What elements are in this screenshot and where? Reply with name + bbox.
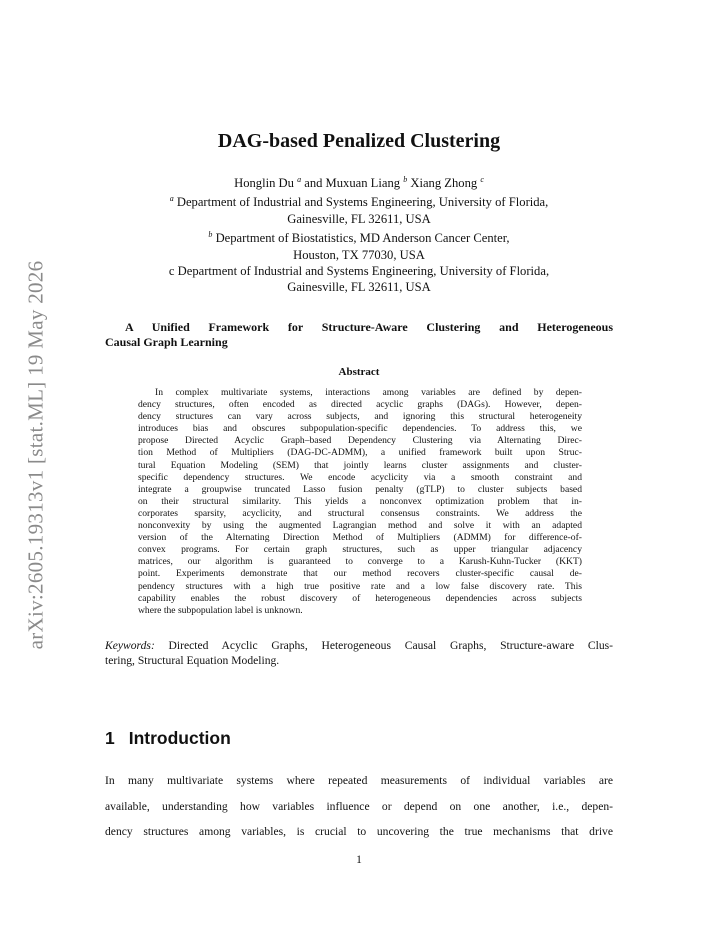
affiliation-mark: a bbox=[169, 194, 174, 204]
abstract-line: tural Equation Modeling (SEM) that jointly learns cluster assignments and cluster- bbox=[138, 459, 582, 471]
page-number: 1 bbox=[356, 854, 362, 866]
abstract-line: integrate a groupwise truncated Lasso fusion penalty (gTLP) to cluster subjects based bbox=[138, 483, 582, 495]
affiliation-mark: b bbox=[208, 230, 213, 240]
subtitle-line: A Unified Framework for Structure-Aware Clustering and Heterogeneous bbox=[125, 320, 613, 334]
abstract-body bbox=[138, 387, 582, 617]
paper-page bbox=[105, 0, 613, 932]
abstract-line: pendency structures with a high true positive rate and a low false discovery rate. This bbox=[138, 580, 582, 592]
keywords-text: Directed Acyclic Graphs, Heterogeneous Causal Graphs, Structure-aware Clus- bbox=[154, 639, 613, 652]
abstract-line: corporates sparsity, acyclicity, and structural consensus constraints. We address the bbox=[138, 507, 582, 519]
paragraph-line: available, understanding how variables influence or depend on one another, i.e., depen- bbox=[105, 799, 613, 813]
author-affiliation-mark: b bbox=[403, 175, 408, 184]
subtitle-line: Causal Graph Learning bbox=[105, 335, 228, 349]
author-name: Honglin Du bbox=[234, 176, 298, 190]
affiliation-text: Department of Biostatistics, MD Anderson Cancer Center, bbox=[212, 231, 510, 246]
arxiv-identifier-text: arXiv:2605.19313v1 [stat.ML] 19 May 2026 bbox=[23, 260, 48, 650]
abstract-line: version of the Alternating Direction Method of Multipliers (ADMM) for difference-of- bbox=[138, 532, 582, 544]
section-number: 1 bbox=[105, 728, 115, 748]
introduction-paragraph bbox=[105, 768, 613, 845]
author-name: Xiang Zhong bbox=[407, 176, 481, 190]
paper-subtitle bbox=[105, 320, 613, 350]
abstract-line: where the subpopulation label is unknown. bbox=[138, 604, 303, 616]
abstract-line: tion Method of Multipliers (DAG-DC-ADMM), a unified framework built upon Struc- bbox=[138, 447, 582, 459]
abstract-line: In complex multivariate systems, interactions among variables are defined by depen- bbox=[155, 387, 582, 398]
arxiv-identifier-stamp bbox=[18, 250, 54, 660]
abstract-line: matrices, our algorithm is guaranteed to converge to a Karush-Kuhn-Tucker (KKT) bbox=[138, 556, 582, 568]
affiliation-line bbox=[105, 227, 613, 246]
affiliation-text: Department of Industrial and Systems Engineering, University of Florida, bbox=[173, 195, 549, 210]
affiliation-text: Gainesville, FL 32611, USA bbox=[287, 280, 431, 295]
abstract-line: on their structural similarity. This yields a nonconvex optimization problem that in- bbox=[138, 495, 582, 507]
keywords-line bbox=[105, 638, 613, 653]
keywords-label: Keywords: bbox=[105, 639, 155, 652]
affiliation-line bbox=[105, 263, 613, 279]
abstract-line: propose Directed Acyclic Graph–based Dependency Clustering via Alternating Direc- bbox=[138, 435, 582, 447]
author-affiliation-mark: c bbox=[480, 175, 484, 184]
author-name: and Muxuan Liang bbox=[301, 176, 404, 190]
affiliation-line bbox=[105, 247, 613, 263]
abstract-line: specific dependency structures. We encode acyclicity via a smooth constraint and bbox=[138, 471, 582, 483]
paragraph-line: dency structures among variables, is crucial to uncovering the true mechanisms that drive bbox=[105, 825, 613, 838]
abstract-line: introduces bias and obscures subpopulation-specific dependencies. To address this, we bbox=[138, 423, 582, 435]
abstract-line: capability enables the robust discovery of heterogeneous dependencies across subjects bbox=[138, 592, 582, 604]
author-line bbox=[105, 172, 613, 191]
author-affiliation-mark: a bbox=[297, 175, 302, 184]
abstract-line: nonconvexity by using the augmented Lagrangian method and solve it with an adapted bbox=[138, 520, 582, 532]
abstract-line: dency structures can vary across subjects, and ignoring this structural heterogeneity bbox=[138, 411, 582, 423]
affiliation-text: Gainesville, FL 32611, USA bbox=[287, 211, 431, 226]
keywords-text: tering, Structural Equation Modeling. bbox=[105, 654, 280, 667]
keywords-block bbox=[105, 638, 613, 668]
paragraph-line: In many multivariate systems where repeated measurements of individual variables are bbox=[105, 774, 613, 787]
affiliation-line bbox=[105, 211, 613, 227]
author-block bbox=[105, 172, 613, 296]
section-title: Introduction bbox=[128, 728, 231, 748]
abstract-heading: Abstract bbox=[338, 366, 380, 378]
affiliation-line bbox=[105, 191, 613, 210]
abstract-line: convex programs. For certain graph structures, such as upper triangular adjacency bbox=[138, 544, 582, 556]
section-heading bbox=[105, 728, 231, 749]
paper-title: DAG-based Penalized Clustering bbox=[217, 130, 501, 152]
abstract-line: dency structures, often encoded as directed acyclic graphs (DAGs). However, depen- bbox=[138, 399, 582, 411]
affiliation-text: Houston, TX 77030, USA bbox=[293, 247, 425, 262]
abstract-line: point. Experiments demonstrate that our method recovers cluster-specific causal de- bbox=[138, 568, 582, 580]
affiliation-line bbox=[105, 279, 613, 295]
affiliation-text: c Department of Industrial and Systems Engineering, University of Florida, bbox=[168, 264, 550, 279]
